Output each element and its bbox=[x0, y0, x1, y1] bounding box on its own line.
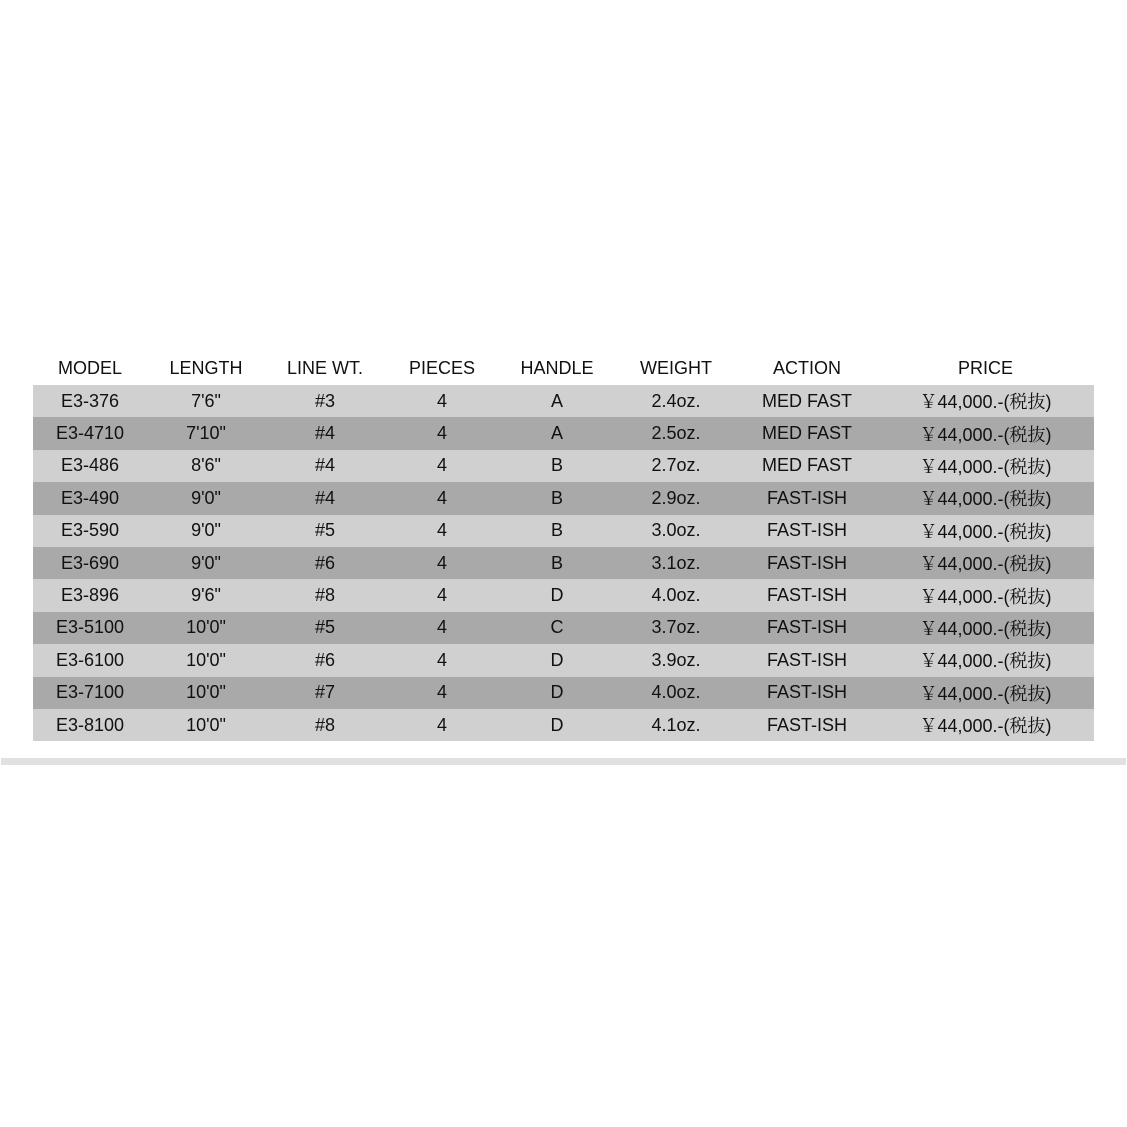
cell-model: E3-590 bbox=[33, 515, 147, 547]
cell-model: E3-8100 bbox=[33, 709, 147, 741]
cell-line-wt: #6 bbox=[265, 644, 385, 676]
cell-model: E3-7100 bbox=[33, 677, 147, 709]
table-row bbox=[33, 385, 1094, 417]
cell-price: ￥44,000.-(税抜) bbox=[877, 579, 1094, 611]
cell-length: 10'0" bbox=[147, 677, 265, 709]
cell-line-wt: #4 bbox=[265, 417, 385, 449]
cell-weight: 2.4oz. bbox=[615, 385, 737, 417]
cell-action: MED FAST bbox=[737, 385, 877, 417]
cell-action: FAST-ISH bbox=[737, 482, 877, 514]
cell-handle: D bbox=[499, 709, 615, 741]
header-weight: WEIGHT bbox=[615, 352, 737, 385]
cell-pieces: 4 bbox=[385, 385, 499, 417]
cell-model: E3-486 bbox=[33, 450, 147, 482]
cell-price: ￥44,000.-(税抜) bbox=[877, 417, 1094, 449]
cell-action: FAST-ISH bbox=[737, 612, 877, 644]
cell-length: 7'10" bbox=[147, 417, 265, 449]
cell-action: FAST-ISH bbox=[737, 677, 877, 709]
cell-length: 9'0" bbox=[147, 515, 265, 547]
table-row bbox=[33, 644, 1094, 676]
cell-weight: 4.0oz. bbox=[615, 677, 737, 709]
cell-length: 7'6" bbox=[147, 385, 265, 417]
cell-action: FAST-ISH bbox=[737, 547, 877, 579]
cell-line-wt: #6 bbox=[265, 547, 385, 579]
cell-price: ￥44,000.-(税抜) bbox=[877, 482, 1094, 514]
cell-line-wt: #5 bbox=[265, 515, 385, 547]
cell-pieces: 4 bbox=[385, 709, 499, 741]
cell-price: ￥44,000.-(税抜) bbox=[877, 644, 1094, 676]
header-line-wt: LINE WT. bbox=[265, 352, 385, 385]
cell-price: ￥44,000.-(税抜) bbox=[877, 515, 1094, 547]
cell-handle: D bbox=[499, 644, 615, 676]
cell-handle: B bbox=[499, 515, 615, 547]
cell-handle: B bbox=[499, 450, 615, 482]
cell-model: E3-376 bbox=[33, 385, 147, 417]
table-row bbox=[33, 612, 1094, 644]
cell-length: 9'6" bbox=[147, 579, 265, 611]
header-model: MODEL bbox=[33, 352, 147, 385]
cell-weight: 2.7oz. bbox=[615, 450, 737, 482]
cell-model: E3-490 bbox=[33, 482, 147, 514]
cell-weight: 4.1oz. bbox=[615, 709, 737, 741]
cell-pieces: 4 bbox=[385, 612, 499, 644]
header-row bbox=[33, 352, 1094, 385]
table-row bbox=[33, 579, 1094, 611]
cell-model: E3-4710 bbox=[33, 417, 147, 449]
cell-weight: 2.5oz. bbox=[615, 417, 737, 449]
cell-pieces: 4 bbox=[385, 644, 499, 676]
cell-action: FAST-ISH bbox=[737, 579, 877, 611]
cell-model: E3-5100 bbox=[33, 612, 147, 644]
cell-model: E3-896 bbox=[33, 579, 147, 611]
cell-model: E3-6100 bbox=[33, 644, 147, 676]
header-pieces: PIECES bbox=[385, 352, 499, 385]
cell-line-wt: #5 bbox=[265, 612, 385, 644]
cell-handle: A bbox=[499, 417, 615, 449]
cell-weight: 2.9oz. bbox=[615, 482, 737, 514]
cell-weight: 4.0oz. bbox=[615, 579, 737, 611]
cell-price: ￥44,000.-(税抜) bbox=[877, 450, 1094, 482]
cell-weight: 3.7oz. bbox=[615, 612, 737, 644]
divider bbox=[1, 758, 1126, 765]
header-price: PRICE bbox=[877, 352, 1094, 385]
cell-price: ￥44,000.-(税抜) bbox=[877, 709, 1094, 741]
header-handle: HANDLE bbox=[499, 352, 615, 385]
cell-pieces: 4 bbox=[385, 515, 499, 547]
cell-price: ￥44,000.-(税抜) bbox=[877, 677, 1094, 709]
cell-pieces: 4 bbox=[385, 547, 499, 579]
table-row bbox=[33, 417, 1094, 449]
cell-pieces: 4 bbox=[385, 450, 499, 482]
cell-action: MED FAST bbox=[737, 450, 877, 482]
cell-action: MED FAST bbox=[737, 417, 877, 449]
spec-table-container bbox=[33, 352, 1094, 741]
spec-table-body bbox=[33, 385, 1094, 741]
cell-line-wt: #3 bbox=[265, 385, 385, 417]
cell-handle: B bbox=[499, 482, 615, 514]
cell-pieces: 4 bbox=[385, 482, 499, 514]
cell-handle: B bbox=[499, 547, 615, 579]
cell-weight: 3.1oz. bbox=[615, 547, 737, 579]
cell-action: FAST-ISH bbox=[737, 644, 877, 676]
cell-pieces: 4 bbox=[385, 579, 499, 611]
table-row bbox=[33, 547, 1094, 579]
cell-handle: D bbox=[499, 579, 615, 611]
cell-length: 9'0" bbox=[147, 547, 265, 579]
cell-length: 10'0" bbox=[147, 644, 265, 676]
cell-action: FAST-ISH bbox=[737, 515, 877, 547]
cell-action: FAST-ISH bbox=[737, 709, 877, 741]
cell-length: 10'0" bbox=[147, 612, 265, 644]
table-row bbox=[33, 515, 1094, 547]
cell-weight: 3.0oz. bbox=[615, 515, 737, 547]
header-action: ACTION bbox=[737, 352, 877, 385]
cell-line-wt: #4 bbox=[265, 482, 385, 514]
spec-table bbox=[33, 352, 1094, 741]
cell-line-wt: #8 bbox=[265, 709, 385, 741]
table-row bbox=[33, 450, 1094, 482]
header-length: LENGTH bbox=[147, 352, 265, 385]
cell-length: 9'0" bbox=[147, 482, 265, 514]
cell-pieces: 4 bbox=[385, 677, 499, 709]
cell-weight: 3.9oz. bbox=[615, 644, 737, 676]
cell-handle: A bbox=[499, 385, 615, 417]
cell-length: 8'6" bbox=[147, 450, 265, 482]
cell-length: 10'0" bbox=[147, 709, 265, 741]
cell-model: E3-690 bbox=[33, 547, 147, 579]
cell-handle: C bbox=[499, 612, 615, 644]
cell-price: ￥44,000.-(税抜) bbox=[877, 385, 1094, 417]
cell-pieces: 4 bbox=[385, 417, 499, 449]
table-row bbox=[33, 709, 1094, 741]
cell-handle: D bbox=[499, 677, 615, 709]
table-row bbox=[33, 677, 1094, 709]
cell-price: ￥44,000.-(税抜) bbox=[877, 547, 1094, 579]
cell-price: ￥44,000.-(税抜) bbox=[877, 612, 1094, 644]
cell-line-wt: #8 bbox=[265, 579, 385, 611]
cell-line-wt: #7 bbox=[265, 677, 385, 709]
table-row bbox=[33, 482, 1094, 514]
cell-line-wt: #4 bbox=[265, 450, 385, 482]
